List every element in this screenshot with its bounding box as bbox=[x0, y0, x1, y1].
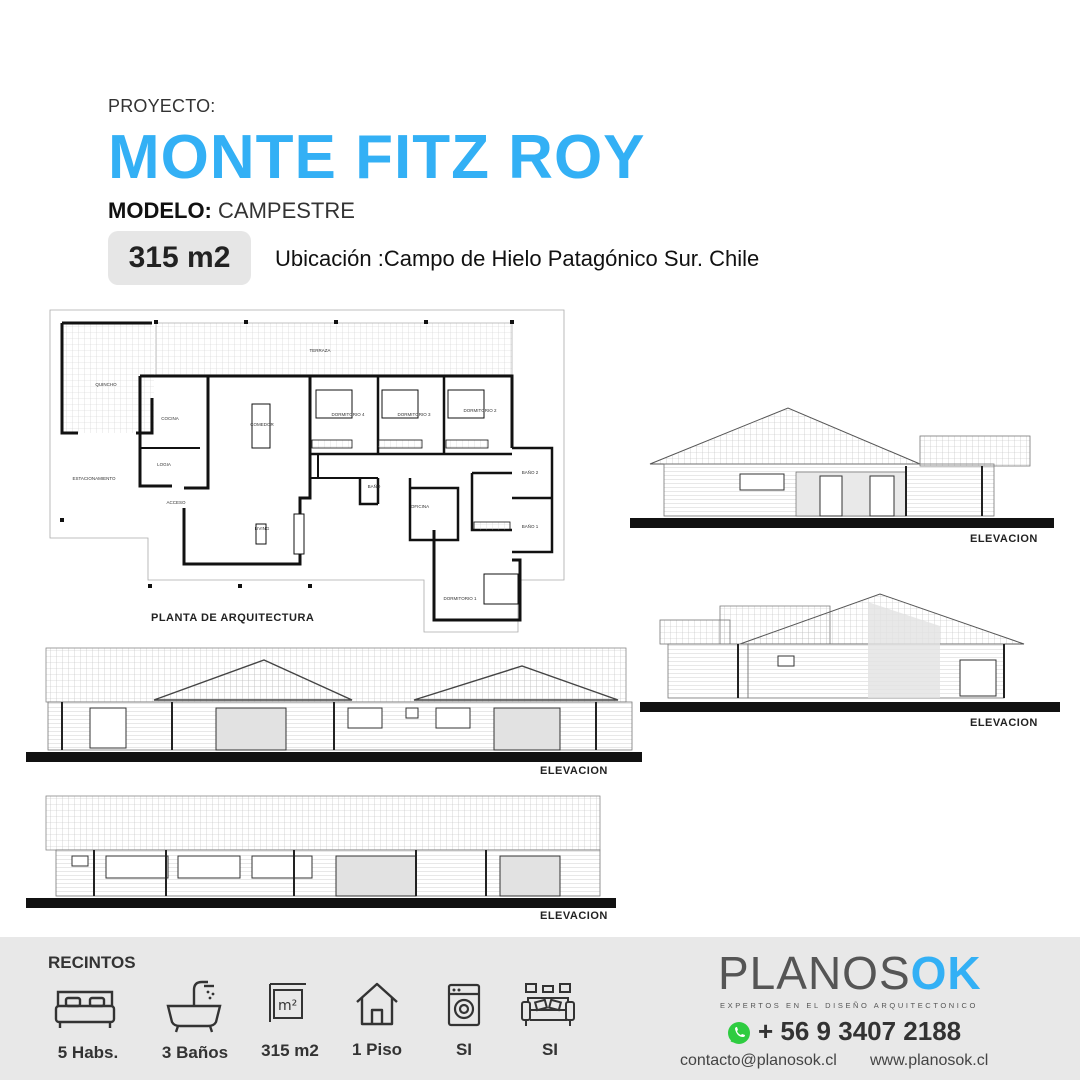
feature-label-bedrooms: 5 Habs. bbox=[57, 1043, 119, 1062]
svg-text:LIVING: LIVING bbox=[254, 526, 270, 531]
email-link[interactable]: contacto@planosok.cl bbox=[680, 1052, 837, 1069]
project-label: PROYECTO: bbox=[108, 96, 216, 116]
svg-text:DORMITORIO 3: DORMITORIO 3 bbox=[397, 412, 431, 417]
svg-text:ACCESO: ACCESO bbox=[166, 500, 186, 505]
area-m2-icon bbox=[266, 980, 310, 1026]
whatsapp-icon[interactable] bbox=[726, 1020, 752, 1046]
svg-text:LOGIA: LOGIA bbox=[157, 462, 171, 467]
feature-label-baths: 3 Baños bbox=[161, 1043, 229, 1062]
website-link[interactable]: www.planosok.cl bbox=[870, 1052, 989, 1069]
svg-text:BAÑO 2: BAÑO 2 bbox=[521, 470, 539, 475]
elevation-caption-1: ELEVACION bbox=[970, 533, 1038, 545]
model-line bbox=[108, 198, 355, 224]
feature-label-living: SI bbox=[541, 1040, 559, 1059]
svg-text:OFICINA: OFICINA bbox=[410, 504, 430, 509]
svg-text:ESTACIONAMIENTO: ESTACIONAMIENTO bbox=[72, 476, 116, 481]
feature-label-area: 315 m2 bbox=[261, 1041, 319, 1060]
washing-machine-icon bbox=[446, 982, 482, 1028]
model-value: CAMPESTRE bbox=[218, 198, 355, 223]
bed-icon bbox=[52, 986, 118, 1032]
svg-text:DORMITORIO 4: DORMITORIO 4 bbox=[331, 412, 365, 417]
svg-text:QUINCHO: QUINCHO bbox=[95, 382, 117, 387]
logo-planos: PLANOS bbox=[718, 947, 911, 999]
elevation-caption-2: ELEVACION bbox=[970, 717, 1038, 729]
area-badge bbox=[108, 231, 251, 285]
house-icon bbox=[354, 980, 400, 1028]
phone-number[interactable]: + 56 9 3407 2188 bbox=[758, 1016, 962, 1046]
model-label: MODELO: bbox=[108, 198, 212, 223]
living-room-icon bbox=[520, 982, 576, 1032]
floor-plan bbox=[48, 308, 568, 636]
svg-text:m²: m² bbox=[278, 998, 298, 1014]
svg-text:DORMITORIO 2: DORMITORIO 2 bbox=[463, 408, 497, 413]
svg-text:COMEDOR: COMEDOR bbox=[250, 422, 274, 427]
logo-ok: OK bbox=[910, 947, 982, 999]
svg-text:COCINA: COCINA bbox=[161, 416, 179, 421]
brand-logo bbox=[718, 946, 982, 1000]
recintos-label: RECINTOS bbox=[48, 953, 136, 972]
brand-tagline: EXPERTOS EN EL DISEÑO ARQUITECTONICO bbox=[720, 1001, 978, 1010]
elevation-caption-3: ELEVACION bbox=[540, 765, 608, 777]
elevation-drawing-1 bbox=[630, 404, 1054, 532]
svg-text:BAÑO 1: BAÑO 1 bbox=[521, 524, 539, 529]
feature-label-floors: 1 Piso bbox=[351, 1040, 403, 1059]
svg-text:TERRAZA: TERRAZA bbox=[309, 348, 331, 353]
elevation-drawing-2 bbox=[640, 590, 1060, 714]
bathtub-icon bbox=[164, 978, 224, 1034]
plan-caption: PLANTA DE ARQUITECTURA bbox=[151, 612, 315, 624]
area-value: 315 m2 bbox=[128, 241, 231, 274]
svg-text:BAÑO: BAÑO bbox=[367, 484, 381, 489]
elevation-caption-4: ELEVACION bbox=[540, 910, 608, 922]
elevation-drawing-4 bbox=[26, 792, 616, 910]
location-text: Ubicación :Campo de Hielo Patagónico Sur. Chile bbox=[275, 246, 760, 271]
elevation-drawing-3 bbox=[26, 644, 642, 764]
feature-label-laundry: SI bbox=[455, 1040, 473, 1059]
project-title: MONTE FITZ ROY bbox=[108, 123, 646, 192]
svg-text:DORMITORIO 1: DORMITORIO 1 bbox=[443, 596, 477, 601]
